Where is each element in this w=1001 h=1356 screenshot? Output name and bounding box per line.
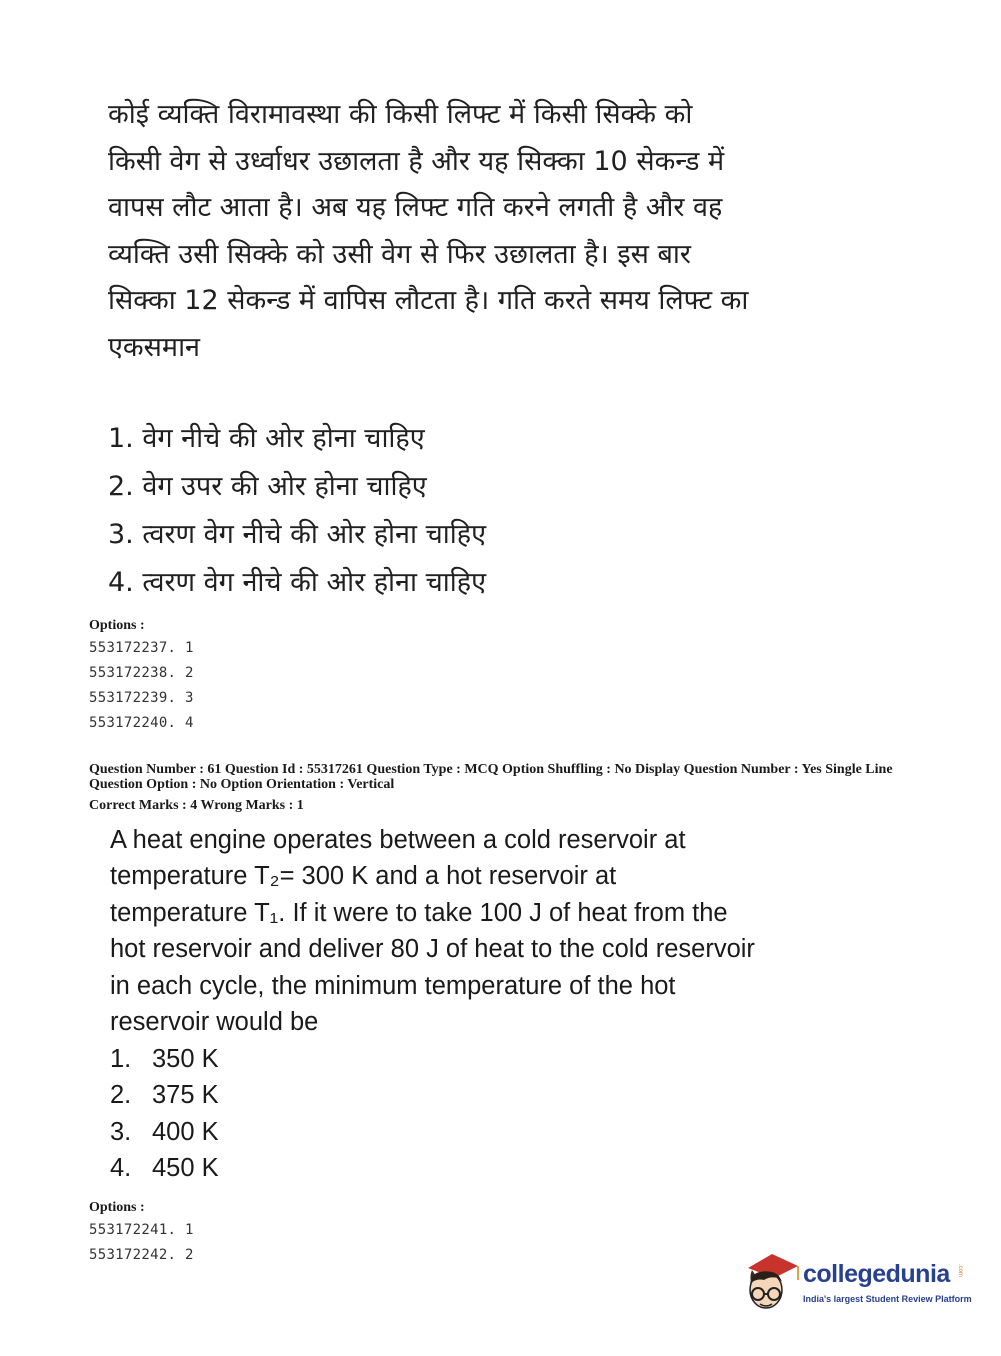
q61-choices bbox=[110, 1041, 219, 1187]
q60-question-text bbox=[108, 92, 828, 372]
q61-text-line: hot reservoir and deliver 80 J of heat to the cold reservoir bbox=[110, 935, 755, 964]
logo-suffix: .com bbox=[957, 1264, 963, 1278]
q61-text-line: temperature T₂= 300 K and a hot reservoir at bbox=[110, 862, 617, 891]
option-id: 553172242. 2 bbox=[89, 1247, 194, 1263]
q60-text-line: वापस लौट आता है। अब यह लिफ्ट गति करने लगती है और वह bbox=[108, 192, 723, 224]
option-id: 553172239. 3 bbox=[89, 690, 194, 706]
q60-options-label: Options : bbox=[89, 618, 145, 633]
q61-text-line: reservoir would be bbox=[110, 1007, 319, 1036]
q60-choice: 2. वेग उपर की ओर होना चाहिए bbox=[108, 471, 427, 502]
q60-choice: 1. वेग नीचे की ओर होना चाहिए bbox=[108, 423, 425, 454]
choice-text: 400 K bbox=[152, 1117, 219, 1146]
collegedunia-logo bbox=[742, 1250, 972, 1320]
q61-text-line: in each cycle, the minimum temperature of the hot bbox=[110, 971, 676, 1000]
logo-brand: collegedunia bbox=[803, 1260, 950, 1288]
choice-text: 350 K bbox=[152, 1045, 219, 1073]
q60-choices bbox=[108, 415, 486, 607]
q61-marks: Correct Marks : 4 Wrong Marks : 1 bbox=[89, 798, 304, 813]
choice-number: 4. bbox=[110, 1154, 132, 1183]
q61-choice bbox=[110, 1041, 219, 1077]
q61-options-label: Options : bbox=[89, 1200, 145, 1215]
q61-option-ids bbox=[89, 1218, 194, 1268]
choice-text: 450 K bbox=[152, 1154, 219, 1183]
q60-text-line: व्यक्ति उसी सिक्के को उसी वेग से फिर उछालता है। इस बार bbox=[108, 238, 691, 270]
logo-tagline: India's largest Student Review Platform bbox=[803, 1294, 972, 1304]
q61-text-line: temperature T₁. If it were to take 100 J of heat from the bbox=[110, 898, 728, 927]
q60-choice: 4. त्वरण वेग नीचे की ओर होना चाहिए bbox=[108, 567, 487, 598]
q60-text-line: एकसमान bbox=[108, 331, 201, 363]
option-id: 553172240. 4 bbox=[89, 715, 194, 731]
q61-choice bbox=[110, 1114, 219, 1150]
q60-choice: 3. त्वरण वेग नीचे की ओर होना चाहिए bbox=[108, 519, 487, 550]
q61-question-text bbox=[110, 822, 870, 1040]
q61-choice bbox=[110, 1150, 219, 1186]
choice-text: 375 K bbox=[152, 1081, 219, 1110]
q61-choice bbox=[110, 1077, 219, 1113]
q60-text-line: किसी वेग से उर्ध्वाधर उछालता है और यह सिक्का 10 सेकन्ड में bbox=[108, 145, 725, 177]
option-id: 553172241. 1 bbox=[89, 1222, 194, 1238]
graduate-mascot-icon bbox=[742, 1250, 802, 1316]
choice-number: 2. bbox=[110, 1081, 132, 1110]
q61-meta: Question Number : 61 Question Id : 55317261 Question Type : MCQ Option Shuffling : No Display Question Number : Yes Single Line Question Option : No Option Orientation : Vertical bbox=[89, 762, 893, 792]
option-id: 553172238. 2 bbox=[89, 665, 194, 681]
option-id: 553172237. 1 bbox=[89, 640, 194, 656]
q60-text-line: कोई व्यक्ति विरामावस्था की किसी लिफ्ट में किसी सिक्के को bbox=[108, 99, 693, 130]
q60-text-line: सिक्का 12 सेकन्ड में वापिस लौटता है। गति करते समय लिफ्ट का bbox=[108, 285, 749, 317]
choice-number: 3. bbox=[110, 1117, 132, 1146]
choice-number: 1. bbox=[110, 1045, 132, 1073]
q61-text-line: A heat engine operates between a cold reservoir at bbox=[110, 826, 686, 854]
q60-option-ids bbox=[89, 636, 194, 736]
